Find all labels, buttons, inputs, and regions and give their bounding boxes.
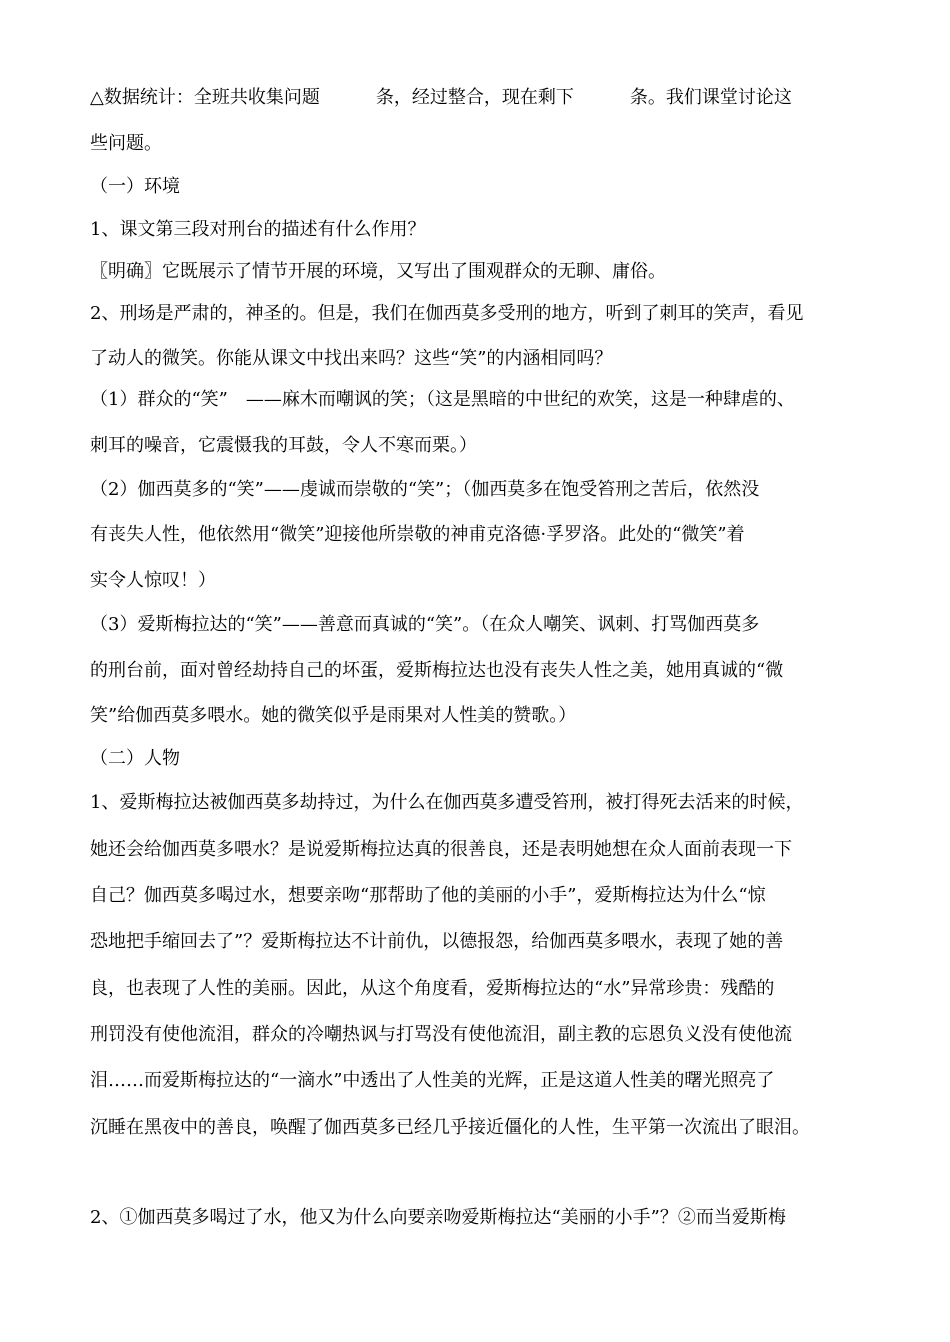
point-3-line-1: （3）爱斯梅拉达的“笑”——善意而真诚的“笑”。（在众人嘲笑、讽刺、打骂伽西莫多 (90, 614, 760, 635)
character-question-1-line-6: 刑罚没有使他流泪，群众的冷嘲热讽与打骂没有使他流泪，副主教的忘恩负义没有使他流 (90, 1024, 792, 1045)
point-1-line-1: （1）群众的“笑” ——麻木而嘲讽的笑；（这是黑暗的中世纪的欢笑，这是一种肆虐的、 (90, 389, 795, 410)
character-question-1-line-5: 良，也表现了人性的美丽。因此，从这个角度看，爱斯梅拉达的“水”异常珍贵：残酷的 (90, 978, 775, 999)
character-question-1-line-7: 泪……而爱斯梅拉达的“一滴水”中透出了人性美的光辉，正是这道人性美的曙光照亮了 (90, 1070, 775, 1091)
stats-text-2: 条，经过整合，现在剩下 (375, 87, 574, 108)
section-heading-environment: （一）环境 (90, 176, 180, 197)
stats-line-continued: 些问题。 (90, 133, 162, 154)
character-question-1-line-3: 自己？伽西莫多喝过水，想要亲吻“那帮助了他的美丽的小手”，爱斯梅拉达为什么“惊 (90, 885, 766, 906)
question-1: 1、课文第三段对刑台的描述有什么作用？ (90, 219, 426, 240)
character-question-1-line-2: 她还会给伽西莫多喂水？是说爱斯梅拉达真的很善良，还是表明她想在众人面前表现一下 (90, 839, 792, 860)
point-1-line-2: 刺耳的噪音，它震慑我的耳鼓，令人不寒而栗。） (90, 435, 477, 456)
character-question-1-line-1: 1、爱斯梅拉达被伽西莫多劫持过，为什么在伽西莫多遭受笞刑，被打得死去活来的时候， (90, 792, 804, 813)
character-question-2-line-1: 2、①伽西莫多喝过了水，他又为什么向要亲吻爱斯梅拉达“美丽的小手”？②而当爱斯梅 (90, 1207, 786, 1228)
point-3-line-3: 笑”给伽西莫多喂水。她的微笑似乎是雨果对人性美的赞歌。） (90, 705, 577, 726)
question-2-line-1: 2、刑场是严肃的，神圣的。但是，我们在伽西莫多受刑的地方，听到了刺耳的笑声，看见 (90, 303, 804, 324)
question-2-line-2: 了动人的微笑。你能从课文中找出来吗？这些“笑”的内涵相同吗？ (90, 348, 613, 369)
point-2-line-1: （2）伽西莫多的“笑”——虔诚而崇敬的“笑”；（伽西莫多在饱受笞刑之苦后，依然没 (90, 479, 760, 500)
answer-1: 〖明确〗它既展示了情节开展的环境，又写出了围观群众的无聊、庸俗。 (90, 261, 666, 282)
point-2-line-2: 有丧失人性，他依然用“微笑”迎接他所崇敬的神甫克洛德·孚罗洛。此处的“微笑”着 (90, 524, 745, 545)
character-question-1-line-4: 恐地把手缩回去了”？爱斯梅拉达不计前仇，以德报怨，给伽西莫多喂水，表现了她的善 (90, 931, 784, 952)
point-2-line-3: 实令人惊叹！） (90, 570, 216, 591)
section-heading-characters: （二）人物 (90, 748, 180, 769)
stats-text-1: △数据统计：全班共收集问题 (90, 87, 320, 108)
character-question-1-line-8: 沉睡在黑夜中的善良，唤醒了伽西莫多已经几乎接近僵化的人性，生平第一次流出了眼泪。 (90, 1117, 810, 1138)
point-3-line-2: 的刑台前，面对曾经劫持自己的坏蛋，爱斯梅拉达也没有丧失人性之美，她用真诚的“微 (90, 660, 784, 681)
stats-text-3: 条。我们课堂讨论这 (629, 87, 792, 108)
stats-line (90, 85, 880, 111)
